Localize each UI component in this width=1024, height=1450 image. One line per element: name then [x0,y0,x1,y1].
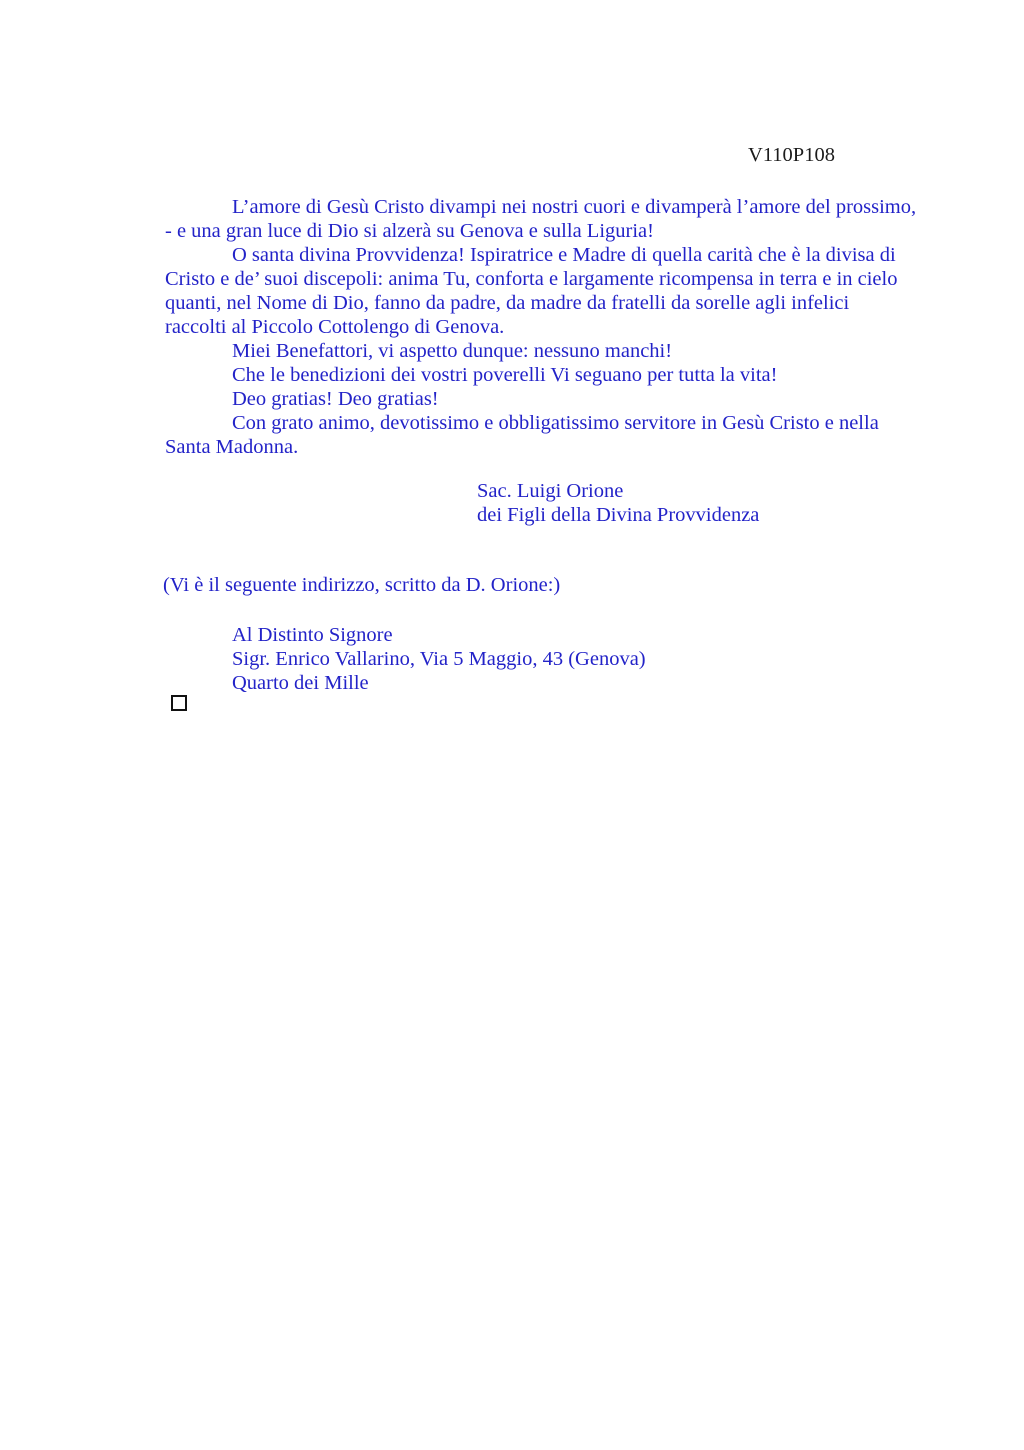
letter-line: L’amore di Gesù Cristo divampi nei nostri cuori e divamperà l’amore del prossimo, [232,196,917,218]
letter-body [165,195,955,459]
letter-line: O santa divina Provvidenza! Ispiratrice e Madre di quella carità che è la divisa di [232,244,896,266]
letter-line: Con grato animo, devotissimo e obbligatissimo servitore in Gesù Cristo e nella [232,412,879,434]
address-line-street: Sigr. Enrico Vallarino, Via 5 Maggio, 43 (Genova) [232,648,646,670]
letter-line: raccolti al Piccolo Cottolengo di Genova. [165,316,505,338]
address-block [232,623,646,695]
page-code: V110P108 [748,144,835,166]
signature-block [477,479,759,527]
letter-line: Santa Madonna. [165,436,299,458]
empty-square-icon [171,695,187,711]
address-line-locality: Quarto dei Mille [232,672,369,694]
signature-congregation: dei Figli della Divina Provvidenza [477,504,760,526]
letter-line: Che le benedizioni dei vostri poverelli Vi seguano per tutta la vita! [232,364,778,386]
letter-line: Cristo e de’ suoi discepoli: anima Tu, conforta e largamente ricompensa in terra e in cielo [165,268,898,290]
letter-line: - e una gran luce di Dio si alzerà su Genova e sulla Liguria! [165,220,654,242]
editor-note: (Vi è il seguente indirizzo, scritto da D. Orione:) [163,574,561,596]
letter-line: Deo gratias! Deo gratias! [232,388,439,410]
letter-line: Miei Benefattori, vi aspetto dunque: nessuno manchi! [232,340,673,362]
address-line-recipient: Al Distinto Signore [232,624,393,646]
signature-name: Sac. Luigi Orione [477,480,624,502]
letter-line: quanti, nel Nome di Dio, fanno da padre, da madre da fratelli da sorelle agli infelici [165,292,850,314]
